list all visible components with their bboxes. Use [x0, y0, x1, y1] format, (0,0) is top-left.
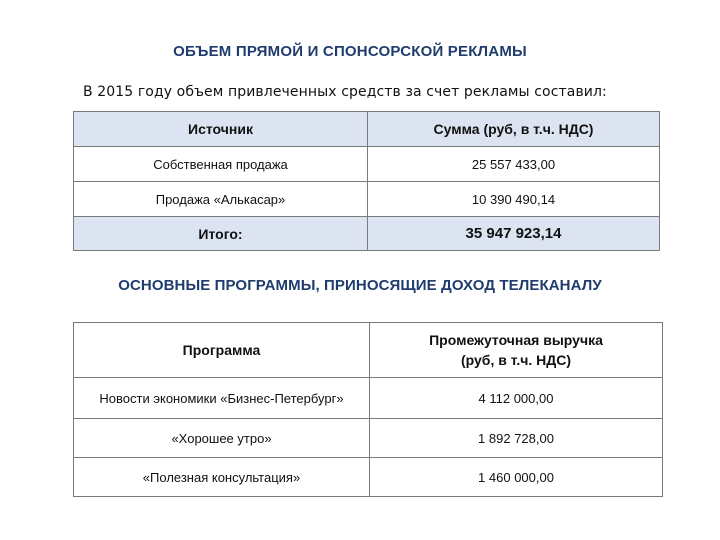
- program-cell: «Хорошее утро»: [74, 419, 370, 458]
- column-header-program: Программа: [74, 323, 370, 378]
- revenue-cell: 4 112 000,00: [370, 378, 663, 419]
- advertising-revenue-table: [73, 111, 660, 251]
- table-row: [74, 378, 663, 419]
- table-row: [74, 419, 663, 458]
- column-header-revenue: [370, 323, 663, 378]
- source-cell: Собственная продажа: [74, 147, 368, 182]
- revenue-header-line2: (руб, в т.ч. НДС): [460, 352, 572, 368]
- table-row: [74, 147, 660, 182]
- revenue-cell: 1 892 728,00: [370, 419, 663, 458]
- program-cell: «Полезная консультация»: [74, 458, 370, 497]
- column-header-source: Источник: [74, 112, 368, 147]
- table-total-row: [74, 217, 660, 251]
- table-row: [74, 458, 663, 497]
- table-header-row: [74, 112, 660, 147]
- source-cell: Продажа «Алькасар»: [74, 182, 368, 217]
- programs-revenue-table: [73, 322, 663, 497]
- amount-cell: 25 557 433,00: [368, 147, 660, 182]
- table-header-row: [74, 323, 663, 378]
- section-title-advertising: ОБЪЕМ ПРЯМОЙ И СПОНСОРСКОЙ РЕКЛАМЫ: [173, 43, 527, 60]
- total-label: Итого:: [74, 217, 368, 251]
- intro-text: В 2015 году объем привлеченных средств за счет рекламы составил:: [83, 84, 607, 100]
- amount-cell: 10 390 490,14: [368, 182, 660, 217]
- table-row: [74, 182, 660, 217]
- total-amount: 35 947 923,14: [368, 217, 660, 251]
- column-header-amount: Сумма (руб, в т.ч. НДС): [368, 112, 660, 147]
- program-cell: Новости экономики «Бизнес-Петербург»: [74, 378, 370, 419]
- revenue-header-line1: Промежуточная выручка: [429, 332, 603, 348]
- revenue-cell: 1 460 000,00: [370, 458, 663, 497]
- section-title-programs: ОСНОВНЫЕ ПРОГРАММЫ, ПРИНОСЯЩИЕ ДОХОД ТЕЛЕКАНАЛУ: [118, 277, 602, 294]
